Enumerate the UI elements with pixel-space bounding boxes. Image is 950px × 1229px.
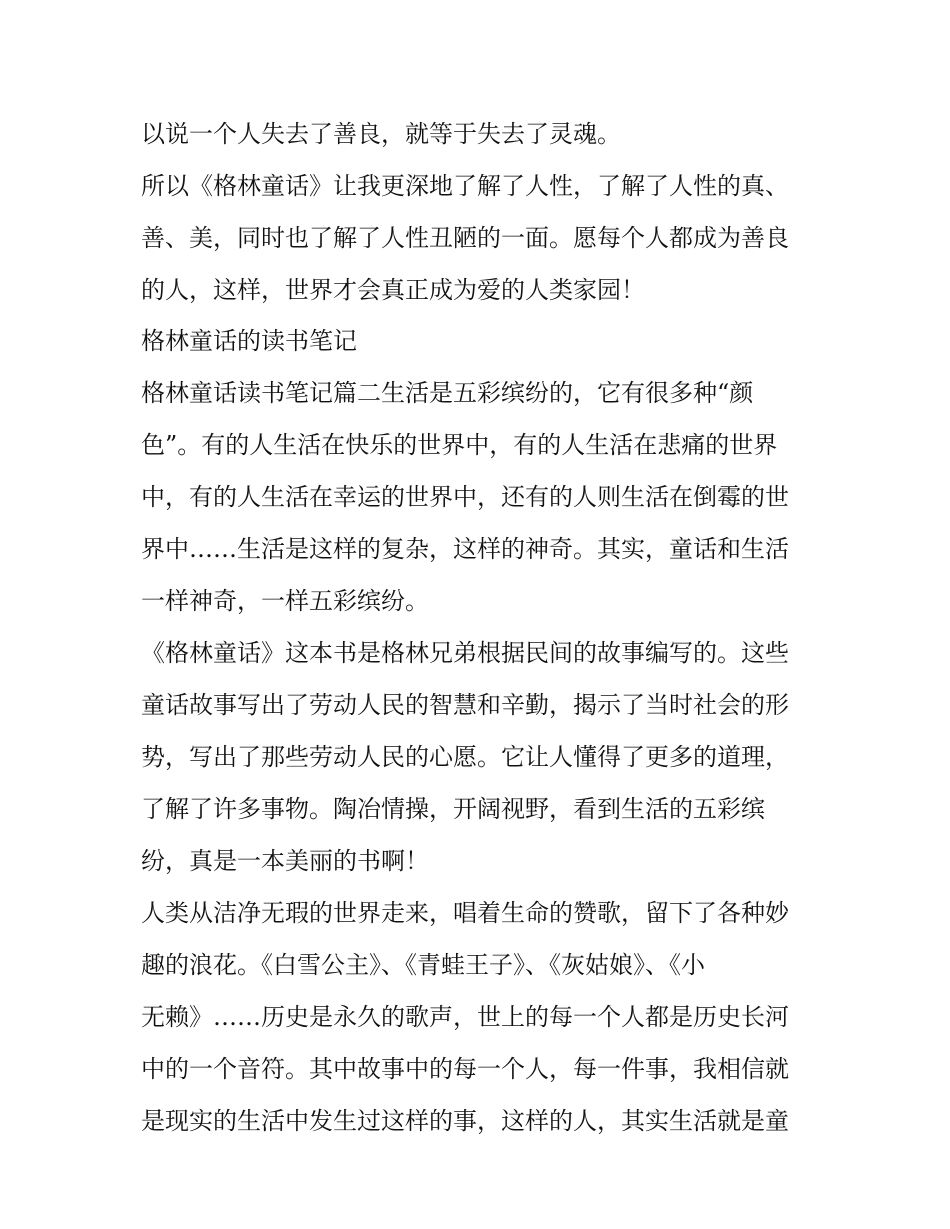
text-line: 以说一个人失去了善良，就等于失去了灵魂。 — [141, 120, 621, 148]
text-line: 势，写出了那些劳动人民的心愿。它让人懂得了更多的道理， — [141, 743, 789, 771]
section-heading: 格林童话的读书笔记 — [141, 327, 357, 355]
text-line: 一样神奇，一样五彩缤纷。 — [141, 587, 429, 615]
text-line: 童话故事写出了劳动人民的智慧和辛勤，揭示了当时社会的形 — [141, 691, 789, 719]
text-line: 是现实的生活中发生过这样的事，这样的人，其实生活就是童 — [141, 1107, 789, 1135]
text-line: 格林童话读书笔记篇二生活是五彩缤纷的，它有很多种“颜 — [141, 379, 754, 407]
text-line: 人类从洁净无瑕的世界走来，唱着生命的赞歌，留下了各种妙 — [141, 899, 789, 927]
text-line: 色”。有的人生活在快乐的世界中，有的人生活在悲痛的世界 — [141, 431, 778, 459]
text-line: 趣的浪花。《白雪公主》、《青蛙王子》、《灰姑娘》、《小 — [141, 951, 705, 979]
text-line: 善、美，同时也了解了人性丑陋的一面。愿每个人都成为善良 — [141, 224, 789, 252]
text-line: 《格林童话》这本书是格林兄弟根据民间的故事编写的。这些 — [141, 639, 789, 667]
text-line: 中，有的人生活在幸运的世界中，还有的人则生活在倒霉的世 — [141, 483, 789, 511]
text-line: 界中……生活是这样的复杂，这样的神奇。其实，童话和生活 — [141, 535, 789, 563]
text-line: 了解了许多事物。陶冶情操，开阔视野，看到生活的五彩缤 — [141, 795, 765, 823]
text-line: 的人，这样，世界才会真正成为爱的人类家园！ — [141, 276, 645, 304]
text-line: 中的一个音符。其中故事中的每一个人，每一件事，我相信就 — [141, 1055, 789, 1083]
body-text — [141, 108, 821, 1147]
text-line: 无赖》……历史是永久的歌声，世上的每一个人都是历史长河 — [141, 1003, 789, 1031]
text-line: 纷，真是一本美丽的书啊！ — [141, 847, 429, 875]
text-line: 所以《格林童话》让我更深地了解了人性，了解了人性的真、 — [141, 172, 789, 200]
